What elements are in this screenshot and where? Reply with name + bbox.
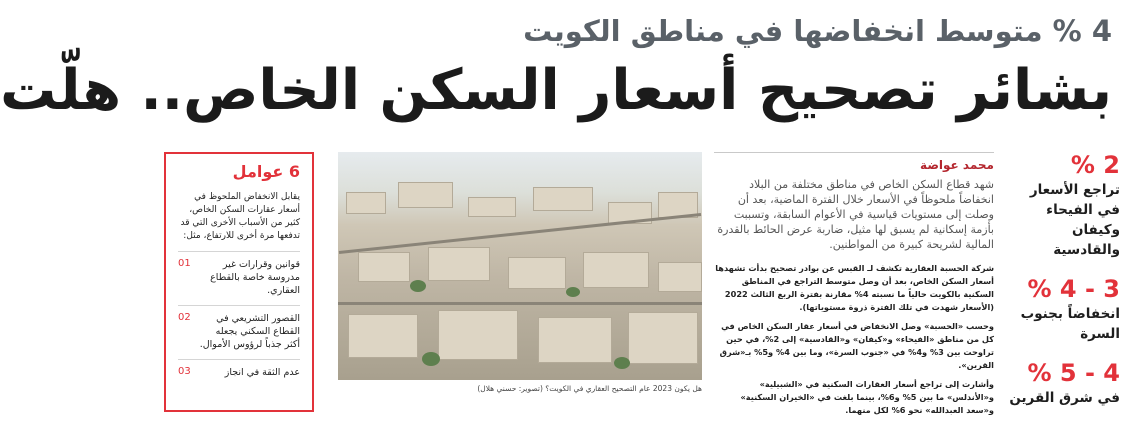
stat-item — [1008, 150, 1120, 260]
stat-value: 2 % — [1070, 151, 1120, 179]
photo-caption: هل يكون 2023 عام التصحيح العقاري في الكويت؟ (تصوير: حسني هلال) — [477, 384, 702, 393]
article-lead: شهد قطاع السكن الخاص في مناطق مختلفة من البلاد انخفاضاً ملحوظاً في الأسعار خلال الفترة الماضية، بعد أن وصلت إلى مستويات قياسية في الأعوام السابقة، وتسببت بأزمة إسكانية لم يسبق لها مثيل، ضاربة عرض الحائط بالقدرة المالية لشريحة كبيرة من المواطنين. — [717, 178, 994, 251]
article-column — [714, 152, 994, 423]
stats-column — [1008, 150, 1120, 422]
factor-number: 02 — [178, 312, 191, 323]
box-title: 6 عوامل — [232, 162, 300, 181]
factor-text: القصور التشريعي في القطاع السكني يجعله أكثر جذباً لرؤوس الأموال. — [199, 313, 300, 350]
aerial-city-photo — [338, 152, 702, 380]
stat-value: 3 - 4 % — [1027, 275, 1120, 303]
factor-item — [178, 251, 300, 297]
factor-text: قوانين وقرارات غير مدروسة خاصة بالقطاع العقاري. — [210, 259, 300, 296]
box-intro: يقابل الانخفاض الملحوظ في أسعار عقارات السكن الخاص، كثير من الأسباب الأخرى التي قد تدفعها مرة أخرى للارتفاع، مثل: — [180, 192, 300, 241]
factor-item — [178, 359, 300, 379]
factors-box — [164, 152, 314, 412]
article-paragraph: وأشارت إلى تراجع أسعار العقارات السكنية في «الشبيلية» و«الأندلس» ما بين 5% و6%، بينما بلغت في «الخيران السكنية» و«سعد العبدالله» نحو 6% لكل منهما. — [740, 379, 994, 415]
stat-label: في شرق القرين — [1009, 390, 1120, 406]
main-headline: بشائر تصحيح أسعار السكن الخاص.. هلّت — [0, 58, 1112, 123]
headline-kicker: 4 % متوسط انخفاضها في مناطق الكويت — [523, 14, 1112, 48]
article-paragraph: وحسب «الحسبة» وصل الانخفاض في أسعار عقار السكن الخاص في كل من مناطق «الفيحاء» و«كيفان» و«القادسية» إلى 2%، في حين تراوحت بين 3% و4% في «جنوب السرة»، وما بين 4% و5% بـ«شرق القرين». — [719, 321, 994, 370]
factor-number: 01 — [178, 258, 191, 269]
stat-label: تراجع الأسعار في الفيحاء وكيفان والقادسية — [1029, 182, 1120, 258]
author-byline: محمد عواضة — [714, 152, 994, 173]
article-paragraph: شركة الحسبة العقارية تكشف لـ القبس عن بوادر تصحيح بدأت تشهدها أسعار السكن الخاص، بعد أن وصل متوسط التراجع في المناطق السكنية بالكويت حالياً ما نسبته 4% مقارنة بفترة الربع الثالث 2022 (الأسعار شهدت في تلك الفترة ذروة مستوياتها). — [715, 263, 994, 312]
stat-label: انخفاضاً بجنوب السرة — [1020, 306, 1120, 342]
factor-text: عدم الثقة في انجاز — [224, 367, 300, 378]
stat-item — [1008, 274, 1120, 344]
factor-number: 03 — [178, 366, 191, 377]
stat-item — [1008, 358, 1120, 408]
stat-value: 4 - 5 % — [1027, 359, 1120, 387]
article-body — [714, 262, 994, 417]
factor-item — [178, 305, 300, 351]
